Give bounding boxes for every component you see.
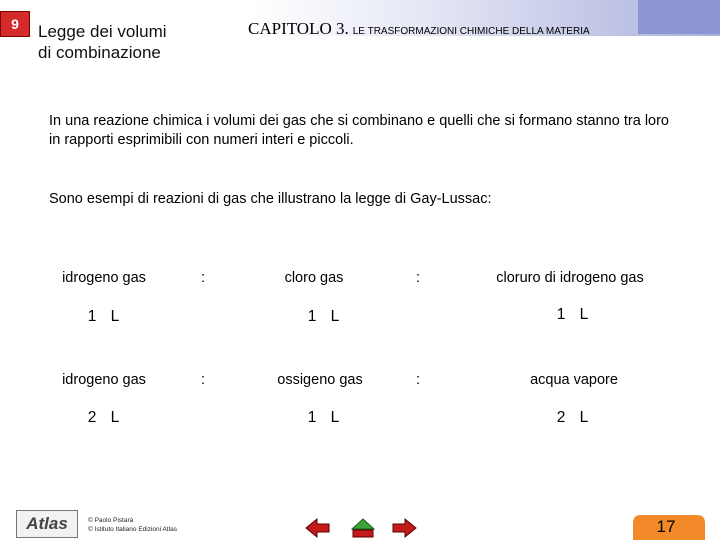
reaction-2-separator-1: : (200, 372, 206, 388)
forward-arrow-icon (391, 517, 417, 539)
reaction-1-volume-2: 1 L (307, 308, 345, 325)
back-button[interactable] (305, 517, 331, 539)
reaction-1-separator-2: : (415, 270, 421, 286)
credits (88, 516, 177, 534)
chapter-heading-subtitle: LE TRASFORMAZIONI CHIMICHE DELLA MATERIA (352, 26, 590, 37)
header-corner-decoration (638, 0, 720, 34)
reaction-2-reactant-1: idrogeno gas (62, 372, 146, 388)
credit-author: © Paolo Pistarà (88, 517, 134, 524)
reaction-1-reactant-2: cloro gas (284, 270, 344, 286)
reaction-1-volume-1: 1 L (87, 308, 125, 325)
home-icon (350, 517, 376, 539)
credit-publisher: © Istituto Italiano Edizioni Atlas (88, 526, 177, 533)
chapter-heading-main: CAPITOLO 3. (248, 19, 349, 38)
reaction-2-separator-2: : (415, 372, 421, 388)
reaction-2-product: acqua vapore (530, 372, 618, 388)
publisher-logo-text: Atlas (26, 514, 68, 533)
reaction-1-product: cloruro di idrogeno gas (496, 270, 644, 286)
reaction-1-separator-1: : (200, 270, 206, 286)
back-arrow-icon (305, 517, 331, 539)
home-button[interactable] (350, 517, 376, 539)
forward-button[interactable] (391, 517, 417, 539)
publisher-logo (16, 510, 78, 538)
chapter-heading (248, 19, 590, 39)
section-title (38, 21, 167, 63)
reaction-2-volume-2: 1 L (307, 409, 345, 426)
reaction-2-volume-3: 2 L (556, 409, 594, 426)
section-title-line2: di combinazione (38, 43, 161, 62)
page-number: 17 (656, 517, 676, 536)
intro-paragraph: In una reazione chimica i volumi dei gas che si combinano e quelli che si formano stanno tra loro in rapporti esprimibili con numeri interi e piccoli. (49, 113, 669, 148)
page-number-badge (631, 512, 707, 542)
chapter-number-badge: 9 (0, 11, 30, 37)
reaction-2-reactant-2: ossigeno gas (277, 372, 363, 388)
reaction-1-volume-3: 1 L (556, 306, 594, 323)
reaction-1-reactant-1: idrogeno gas (62, 270, 146, 286)
reaction-2-volume-1: 2 L (87, 409, 125, 426)
examples-intro: Sono esempi di reazioni di gas che illustrano la legge di Gay-Lussac: (49, 191, 492, 207)
section-title-line1: Legge dei volumi (38, 22, 167, 41)
